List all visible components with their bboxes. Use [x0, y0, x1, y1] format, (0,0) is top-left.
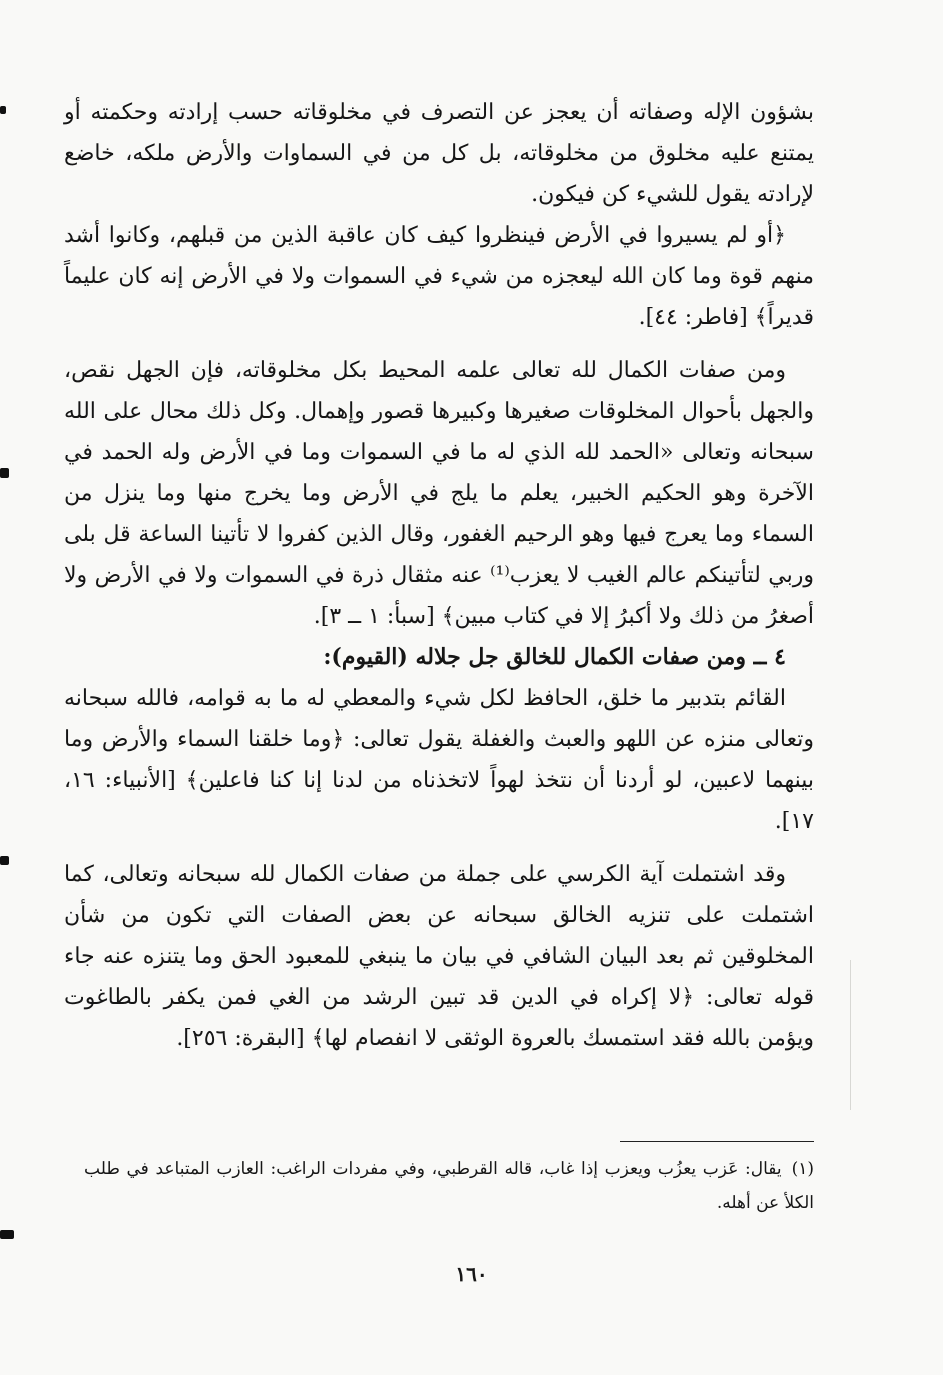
scan-mark: [0, 468, 9, 478]
scan-edge-line: [850, 960, 851, 1110]
paragraph-knowledge: ومن صفات الكمال لله تعالى علمه المحيط بكل مخلوقاته، فإن الجهل نقص، والجهل بأحوال المخلوقات صغيرها وكبيرها قصور وإهمال. وكل ذلك محال على الله سبحانه وتعالى «الحمد لله الذي له ما في السموات وما في الأرض وله الحمد في الآخرة وهو الحكيم الخبير، يعلم ما يلج في الأرض وما يخرج منها وما ينزل من السماء وما يعرج فيها وهو الرحيم الغفور، وقال الذين كفروا لا تأتينا الساعة قل بلى وربي لتأتينكم عالم الغيب لا يعزب⁽¹⁾ عنه مثقال ذرة في السموات ولا في الأرض ولا أصغرُ من ذلك ولا أكبرُ إلا في كتاب مبين﴾ [سبأ: ١ ــ ٣].: [64, 358, 814, 629]
paragraph-ayat-alkursi: وقد اشتملت آية الكرسي على جملة من صفات الكمال لله سبحانه وتعالى، كما اشتملت على تنزيه الخالق سبحانه عن بعض الصفات التي تكون من شأن المخلوقين ثم بعد البيان الشافي في بيان ما ينبغي للمعبود الحق وما يتنزه عنه جاء قوله تعالى: ﴿لا إكراه في الدين قد تبين الرشد من الغي فمن يكفر بالطاغوت ويؤمن بالله فقد استمسك بالعروة الوثقى لا انفصام لها﴾ [البقرة: ٢٥٦].: [64, 862, 814, 1051]
main-text: [64, 92, 814, 1059]
footnote: [84, 1152, 814, 1220]
scan-mark: [0, 1230, 14, 1239]
footnote-text: يقال: عَزب يعزُب ويعزب إذا غاب، قاله القرطبي، وفي مفردات الراغب: العازب المتباعد في طلب الكلأ عن أهله.: [84, 1159, 814, 1213]
section-heading-qayyum: ٤ ــ ومن صفات الكمال للخالق جل جلاله (القيوم):: [323, 644, 786, 670]
footnote-number: (١): [791, 1159, 814, 1179]
footnote-divider: [620, 1141, 814, 1142]
paragraph-1: بشؤون الإله وصفاته أن يعجز عن التصرف في مخلوقاته حسب إرادته وحكمته أو يمتنع عليه مخلوق من مخلوقاته، بل كل من في السماوات والأرض ملكه، خاضع لإرادته يقول للشيء كن فيكون.: [64, 100, 814, 207]
paragraph-qayyum: القائم بتدبير ما خلق، الحافظ لكل شيء والمعطي له ما به قوامه، فالله سبحانه وتعالى منزه عن اللهو والعبث والغفلة يقول تعالى: ﴿وما خلقنا السماء والأرض وما بينهما لاعبين، لو أردنا أن نتخذ لهواً لاتخذناه من لدنا إنا كنا فاعلين﴾ [الأنبياء: ١٦، ١٧].: [64, 686, 814, 834]
scan-mark: [0, 106, 6, 114]
page-number: ١٦٠: [455, 1262, 488, 1286]
quran-quote-fatir: ﴿أو لم يسيروا في الأرض فينظروا كيف كان عاقبة الذين من قبلهم، وكانوا أشد منهم قوة وما كان الله ليعجزه من شيء في السموات ولا في الأرض إنه كان عليماً قديراً﴾ [فاطر: ٤٤].: [64, 223, 814, 330]
scan-mark: [0, 856, 9, 865]
